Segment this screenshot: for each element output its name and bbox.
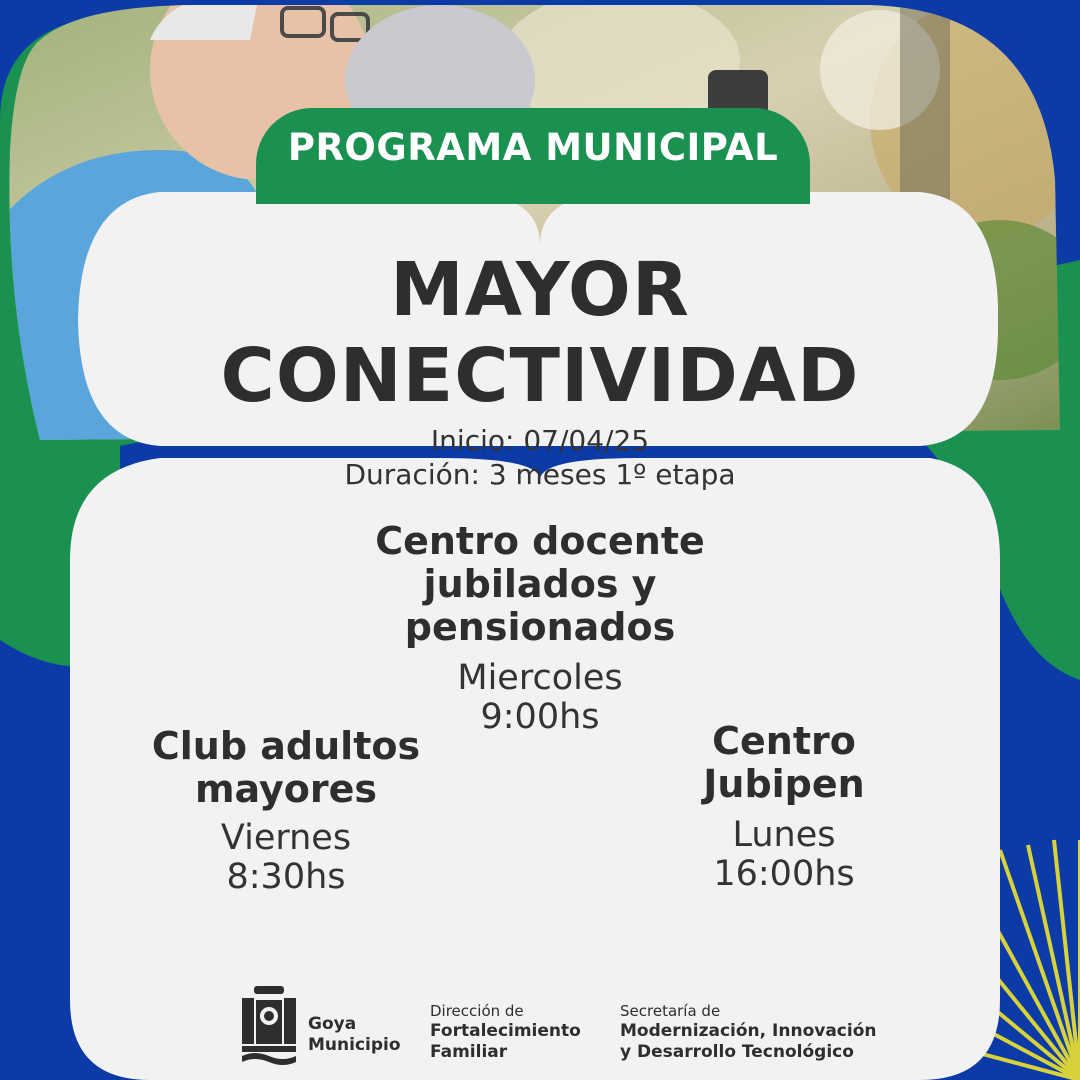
- venue-time: 8:30hs: [226, 857, 346, 897]
- venue-club-adultos: [116, 725, 456, 897]
- venue-centro-jubipen: [644, 720, 924, 894]
- venue-name-line: Jubipen: [703, 762, 865, 806]
- secretaria-logo: [620, 1002, 877, 1063]
- direccion-line-2: Fortalecimiento: [430, 1021, 581, 1041]
- venue-time: 16:00hs: [713, 854, 855, 894]
- secretaria-line-2: Modernización, Innovación: [620, 1021, 877, 1041]
- duration: Duración: 3 meses 1º etapa: [344, 458, 736, 491]
- direccion-line-1: Dirección de: [430, 1002, 524, 1020]
- venue-centro-docente: [300, 520, 780, 737]
- venue-name-line: mayores: [194, 767, 378, 811]
- direccion-line-3: Familiar: [430, 1042, 508, 1062]
- title-line-1: MAYOR: [390, 247, 690, 333]
- venue-day: Viernes: [220, 818, 352, 858]
- start-date: Inicio: 07/04/25: [430, 424, 650, 457]
- venue-day: Miercoles: [457, 658, 623, 698]
- venue-name-line: Centro: [712, 719, 856, 763]
- goya-name: Goya: [308, 1014, 357, 1034]
- title-line-2: CONECTIVIDAD: [220, 333, 860, 419]
- secretaria-line-3: y Desarrollo Tecnológico: [620, 1042, 854, 1062]
- goya-crest-icon: [240, 986, 298, 1070]
- venue-time: 9:00hs: [480, 697, 600, 737]
- venue-name-line: jubilados y: [423, 562, 657, 606]
- venue-name-line: Centro docente: [375, 519, 705, 563]
- goya-logo-text: [308, 1014, 401, 1056]
- secretaria-line-1: Secretaría de: [620, 1002, 721, 1020]
- goya-subtitle: Municipio: [308, 1035, 401, 1055]
- venue-day: Lunes: [732, 815, 836, 855]
- venue-name-line: Club adultos: [151, 724, 421, 768]
- program-badge-label: PROGRAMA MUNICIPAL: [287, 126, 779, 169]
- venue-name-line: pensionados: [404, 605, 676, 649]
- direccion-logo: [430, 1002, 581, 1063]
